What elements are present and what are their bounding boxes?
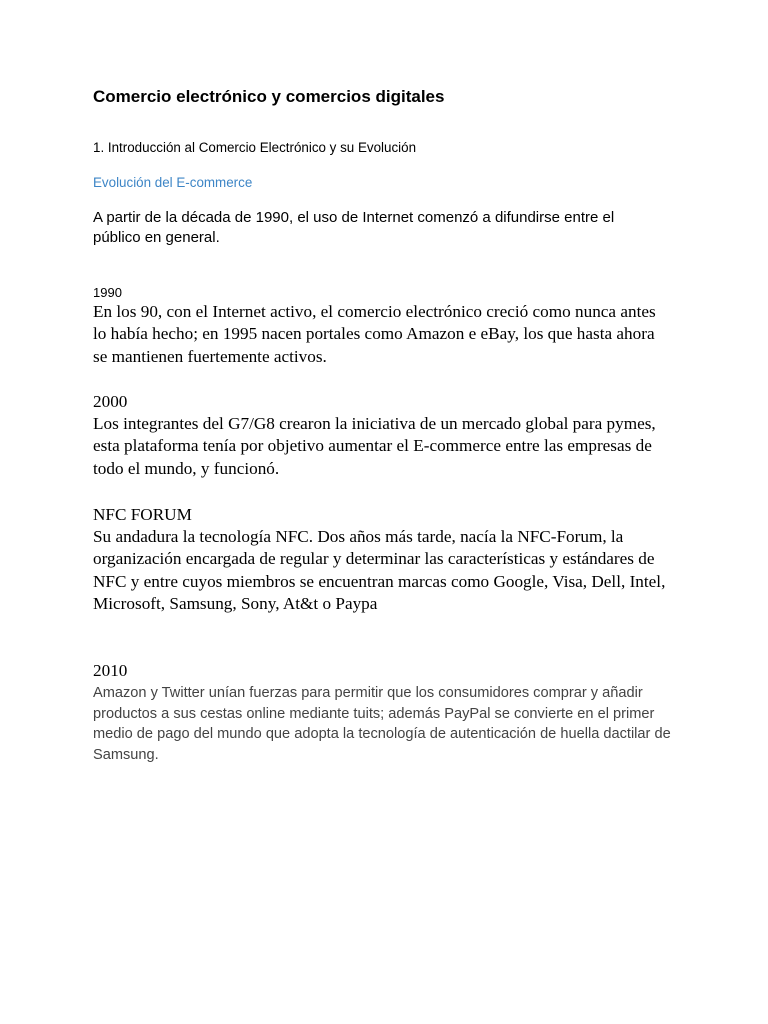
timeline-text-1990: En los 90, con el Internet activo, el comercio electrónico creció como nunca antes lo había hecho; en 1995 nacen portales como Amazon e eBay, los que hasta ahora se mantienen fuertemente activos.	[93, 302, 656, 366]
document-title: Comercio electrónico y comercios digitales	[93, 87, 445, 106]
timeline-heading-nfc-forum: NFC FORUM	[93, 505, 192, 524]
timeline-heading-2000: 2000	[93, 392, 128, 411]
timeline-text-nfc-forum: Su andadura la tecnología NFC. Dos años más tarde, nacía la NFC-Forum, la organización encargada de regular y determinar las características y estándares de NFC y entre cuyos miembros se encuentran marcas como Google, Visa, Dell, Intel, Microsoft, Samsung, Sony, At&t o Paypa	[93, 527, 666, 614]
intro-paragraph: A partir de la década de 1990, el uso de Internet comenzó a difundirse entre el público en general.	[93, 209, 615, 246]
section-heading: 1. Introducción al Comercio Electrónico y su Evolución	[93, 140, 417, 155]
timeline-heading-1990: 1990	[93, 285, 122, 300]
timeline-text-2010: Amazon y Twitter unían fuerzas para permitir que los consumidores comprar y añadir productos a sus cestas online mediante tuits; además PayPal se convierte en el primer medio de pago del mundo que adopta la tecnología de autenticación de huella dactilar de Samsung.	[93, 685, 671, 763]
timeline-text-2000: Los integrantes del G7/G8 crearon la iniciativa de un mercado global para pymes, esta plataforma tenía por objetivo aumentar el E-commerce entre las empresas de todo el mundo, y funcionó.	[93, 414, 656, 478]
subsection-heading: Evolución del E-commerce	[93, 175, 253, 190]
timeline-heading-2010: 2010	[93, 661, 128, 680]
